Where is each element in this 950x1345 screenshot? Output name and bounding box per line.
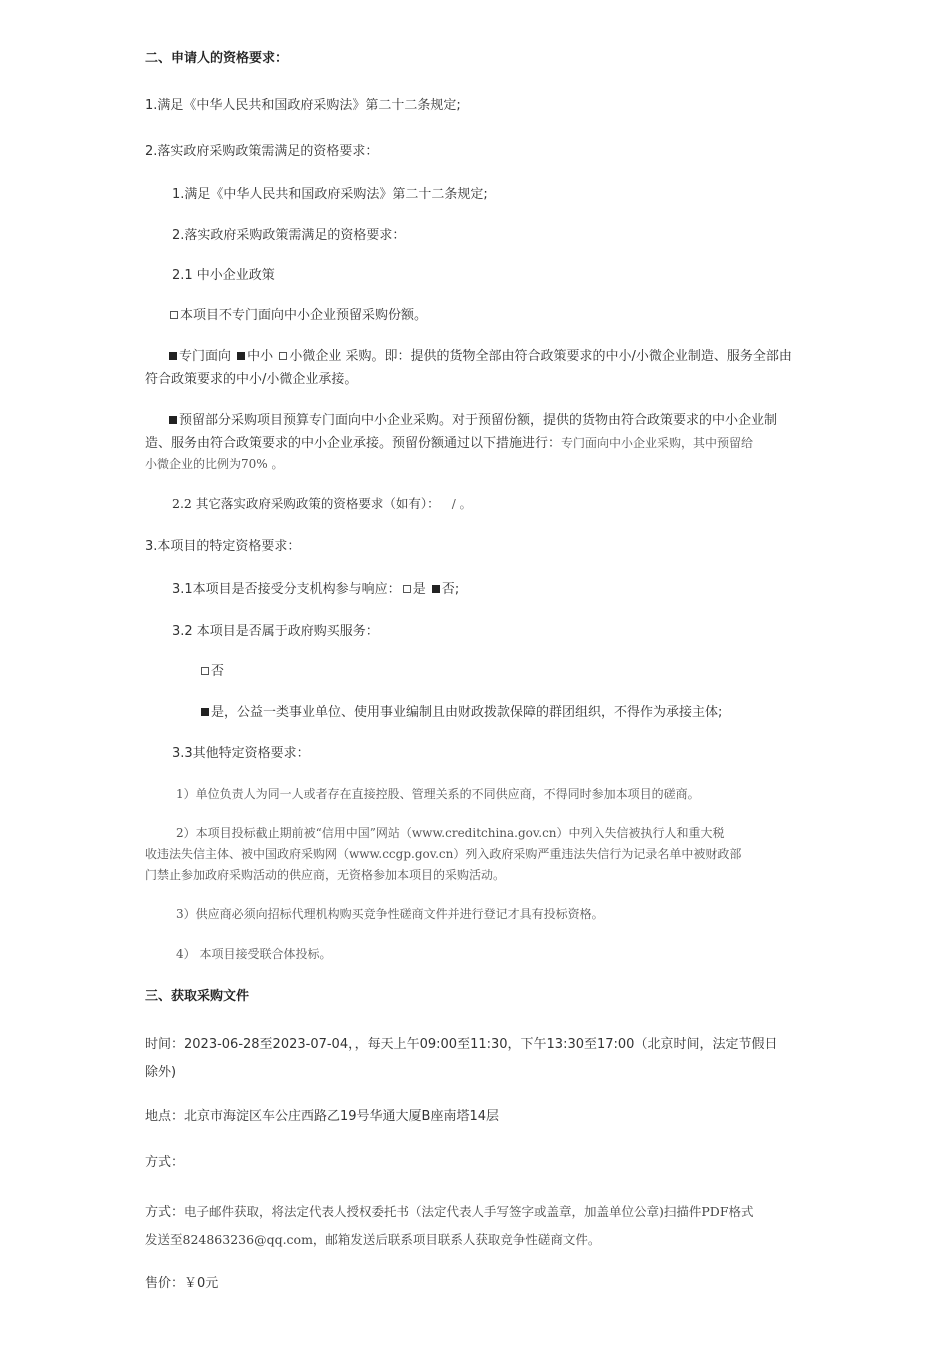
branch-yes: 是	[412, 582, 426, 597]
method-label: 方式：	[145, 1205, 185, 1220]
checkbox-empty-icon	[170, 311, 178, 319]
checkbox-filled-icon	[237, 352, 245, 360]
method-line2: 发送至824863236@qq.com，邮箱发送后联系项目联系人获取竞争性磋商文件。	[145, 1232, 601, 1247]
option-partial-text2b: 专门面向中小企业采购，其中预留给	[561, 436, 754, 450]
requirement-2: 2.落实政府采购政策需满足的资格要求：	[145, 144, 379, 159]
checkbox-empty-icon	[201, 667, 209, 675]
other-policy-requirement	[172, 493, 472, 516]
specific-item-2-line1: 2）本项目投标截止期前被“信用中国”网站（www.creditchina.gov.cn）中列入失信被执行人和重大税	[176, 826, 725, 840]
sme-policy-title: 2.1 中小企业政策	[172, 268, 275, 283]
method-text1: 电子邮件获取，将法定代表人授权委托书（法定代表人手写签字或盖章，加盖单位公章)扫描件PDF格式	[184, 1204, 754, 1219]
branch-no: 否;	[441, 582, 460, 597]
gov-service-yes	[199, 702, 722, 724]
gov-service-yes-text: 是，公益一类事业单位、使用事业编制且由财政拨款保障的群团组织，不得作为承接主体;	[211, 705, 723, 720]
gov-service-no	[199, 661, 224, 683]
branch-participation	[172, 579, 459, 601]
method-line1	[145, 1199, 754, 1226]
specific-item-2-line2: 收违法失信主体、被中国政府采购网（www.ccgp.gov.cn）列入政府采购严重违法失信行为记录名单中被财政部	[145, 847, 742, 861]
option-partial-text2a: 造、服务由符合政策要求的中小企业承接。预留份额通过以下措施进行：	[145, 436, 562, 451]
option-partial-text1: 预留部分采购项目预算专门面向中小企业采购。对于预留份额，提供的货物由符合政策要求的中小企业制	[179, 413, 778, 428]
section3-heading: 三、获取采购文件	[145, 989, 250, 1004]
option-dedicated	[167, 346, 792, 368]
option-dedicated-text-c: 小微企业 采购。即：提供的货物全部由符合政策要求的中小/小微企业制造、服务全部由	[289, 349, 792, 364]
specific-item-1: 1）单位负责人为同一人或者存在直接控股、管理关系的不同供应商，不得同时参加本项目的磋商。	[176, 787, 700, 801]
location: 地点：北京市海淀区车公庄西路乙19号华通大厦B座南塔14层	[145, 1109, 500, 1124]
checkbox-empty-icon	[403, 585, 411, 593]
option-dedicated-line2: 符合政策要求的中小/小微企业承接。	[145, 372, 358, 387]
checkbox-empty-icon	[279, 352, 287, 360]
inner-requirement-1: 1.满足《中华人民共和国政府采购法》第二十二条规定;	[172, 187, 488, 202]
specific-requirements-title: 3.本项目的特定资格要求：	[145, 539, 301, 554]
section2-heading: 二、申请人的资格要求：	[145, 51, 289, 66]
requirement-1: 1.满足《中华人民共和国政府采购法》第二十二条规定;	[145, 98, 461, 113]
option-partial-line2	[145, 432, 753, 455]
price: 售价：￥0元	[145, 1276, 219, 1291]
checkbox-filled-icon	[169, 352, 177, 360]
option-partial-line1	[167, 410, 777, 432]
gov-service-title: 3.2 本项目是否属于政府购买服务：	[172, 624, 379, 639]
option-not-reserved	[168, 305, 427, 327]
branch-question: 3.1本项目是否接受分支机构参与响应：	[172, 582, 401, 597]
method-empty: 方式：	[145, 1155, 185, 1170]
gov-service-no-text: 否	[211, 664, 225, 679]
other-specific-title: 3.3其他特定资格要求：	[172, 746, 310, 761]
specific-item-4: 4） 本项目接受联合体投标。	[176, 947, 332, 961]
option-partial-line3: 小微企业的比例为70% 。	[145, 457, 284, 471]
checkbox-filled-icon	[432, 585, 440, 593]
time-line2: 除外)	[145, 1065, 177, 1080]
specific-item-3: 3）供应商必须向招标代理机构购买竞争性磋商文件并进行登记才具有投标资格。	[176, 907, 604, 921]
checkbox-filled-icon	[169, 416, 177, 424]
option-dedicated-text-b: 中小	[247, 349, 274, 364]
specific-item-2-line3: 门禁止参加政府采购活动的供应商，无资格参加本项目的采购活动。	[145, 868, 506, 882]
other-policy-text: 2.2 其它落实政府采购政策的资格要求（如有）：	[172, 496, 440, 511]
option-not-reserved-text: 本项目不专门面向中小企业预留采购份额。	[180, 308, 428, 323]
checkbox-filled-icon	[201, 708, 209, 716]
option-dedicated-text-a: 专门面向	[179, 349, 232, 364]
time-line1: 时间：2023-06-28至2023-07-04，，每天上午09:00至11:30，下午13:30至17:00（北京时间，法定节假日	[145, 1037, 778, 1052]
other-policy-value: / 。	[451, 497, 472, 511]
inner-requirement-2: 2.落实政府采购政策需满足的资格要求：	[172, 228, 406, 243]
